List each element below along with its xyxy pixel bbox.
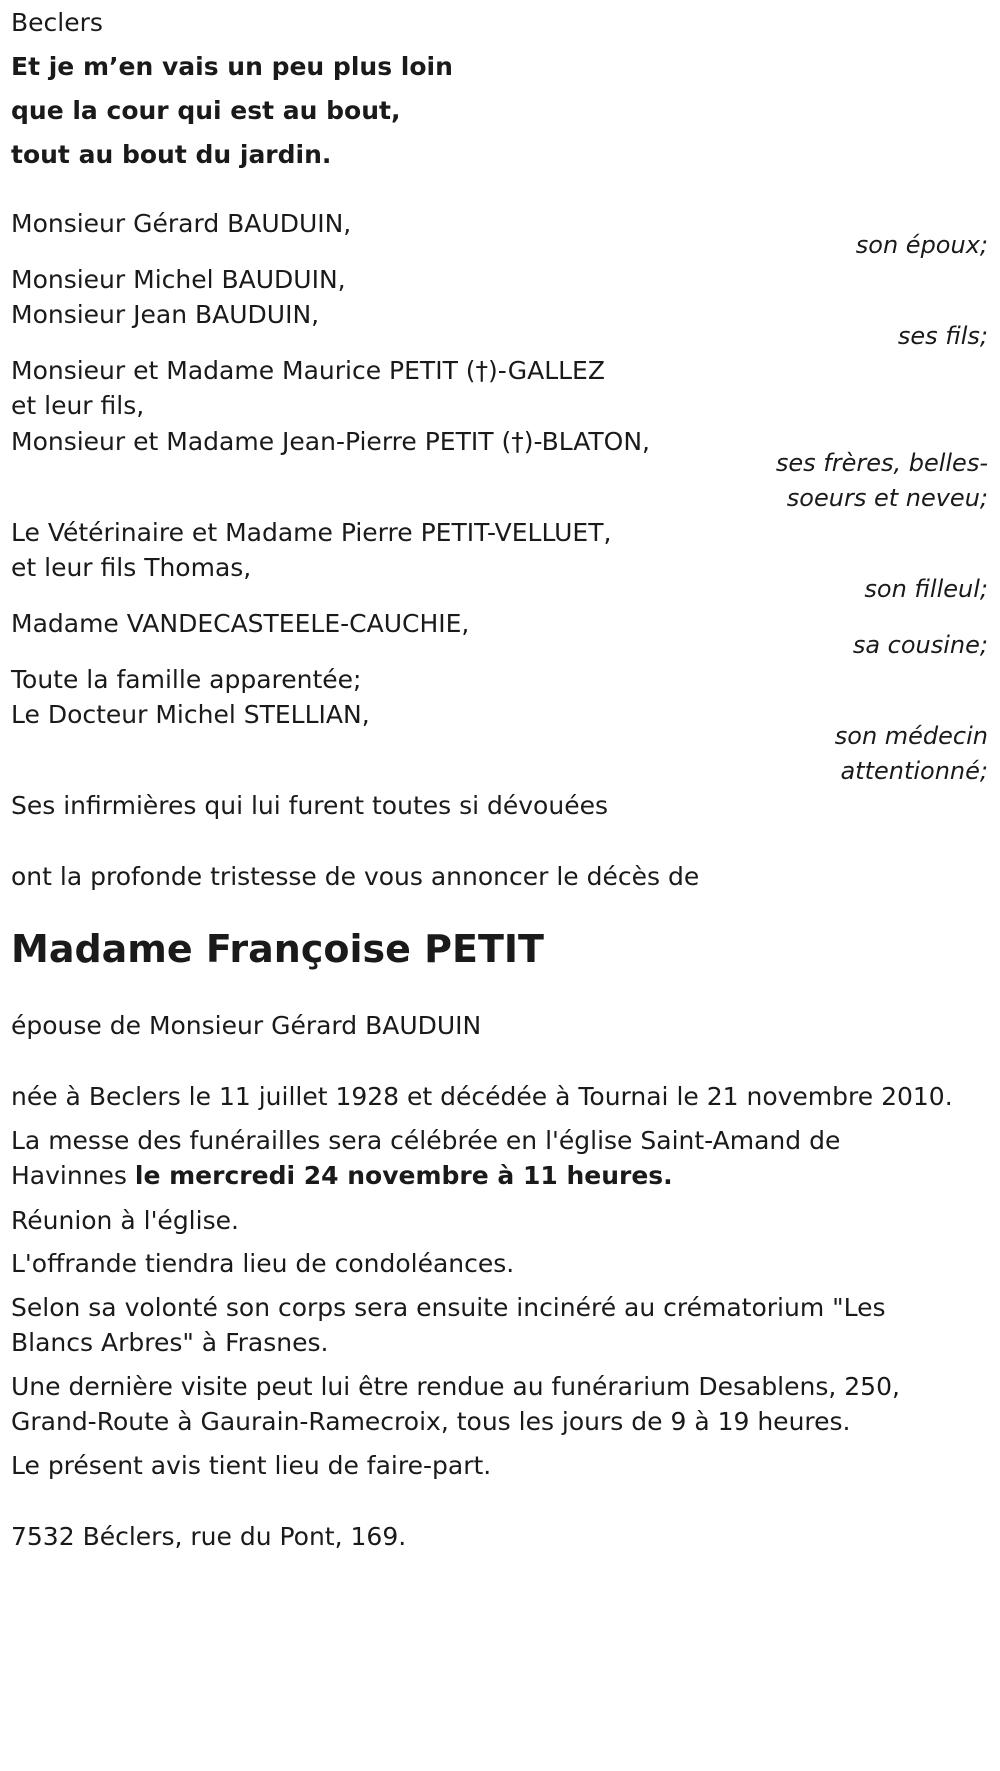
cremation-line-1: Selon sa volonté son corps sera ensuite incinéré au crématorium "Les [11,1293,886,1322]
sibling-1-name: Monsieur et Madame Maurice PETIT (†)-GALLEZ [11,356,605,385]
meeting-line: Réunion à l'église. [11,1206,239,1235]
deceased-name: Madame Françoise PETIT [11,927,544,971]
sons-role: ses fils; [897,322,988,350]
son-1-name: Monsieur Michel BAUDUIN, [11,265,346,294]
spouse-name: Monsieur Gérard BAUDUIN, [11,209,352,238]
cremation-line-2: Blancs Arbres" à Frasnes. [11,1328,329,1357]
visit-line-1: Une dernière visite peut lui être rendue au funérarium Desablens, 250, [11,1372,900,1401]
extended-family: Toute la famille apparentée; [11,665,362,694]
godson-name: et leur fils Thomas, [11,553,252,582]
birth-death-line: née à Beclers le 11 juillet 1928 et décédée à Tournai le 21 novembre 2010. [11,1082,953,1111]
offering-line: L'offrande tiendra lieu de condoléances. [11,1249,515,1278]
announcement-line: ont la profonde tristesse de vous annoncer le décès de [11,862,700,891]
doctor-role-line-2: attentionné; [840,757,988,785]
mass-line-2 [11,1160,673,1192]
spouse-role: son époux; [855,231,988,259]
deceased-spouse: épouse de Monsieur Gérard BAUDUIN [11,1011,482,1040]
son-2-name: Monsieur Jean BAUDUIN, [11,300,320,329]
notice-line: Le présent avis tient lieu de faire-part. [11,1451,492,1480]
nurses-line: Ses infirmières qui lui furent toutes si dévouées [11,791,608,820]
mass-line-1: La messe des funérailles sera célébrée en l'église Saint-Amand de [11,1126,841,1155]
godson-parents-name: Le Vétérinaire et Madame Pierre PETIT-VELLUET, [11,518,612,547]
mass-place: Havinnes [11,1161,135,1190]
sibling-2-name: Monsieur et Madame Jean-Pierre PETIT (†)-BLATON, [11,427,650,456]
godson-role: son filleul; [864,575,988,603]
poem-line-1: Et je m’en vais un peu plus loin [11,52,453,81]
cousin-name: Madame VANDECASTEELE-CAUCHIE, [11,609,470,638]
siblings-role-line-2: soeurs et neveu; [786,484,988,512]
doctor-name: Le Docteur Michel STELLIAN, [11,700,370,729]
cousin-role: sa cousine; [852,631,988,659]
visit-line-2: Grand-Route à Gaurain-Ramecroix, tous les jours de 9 à 19 heures. [11,1407,851,1436]
mass-datetime: le mercredi 24 novembre à 11 heures. [134,1161,673,1190]
place-heading: Beclers [11,8,103,37]
poem-line-3: tout au bout du jardin. [11,140,332,169]
address-line: 7532 Béclers, rue du Pont, 169. [11,1522,407,1551]
poem-line-2: que la cour qui est au bout, [11,96,401,125]
sibling-1-family: et leur fils, [11,391,145,420]
siblings-role-line-1: ses frères, belles- [775,449,988,477]
doctor-role-line-1: son médecin [834,722,988,750]
